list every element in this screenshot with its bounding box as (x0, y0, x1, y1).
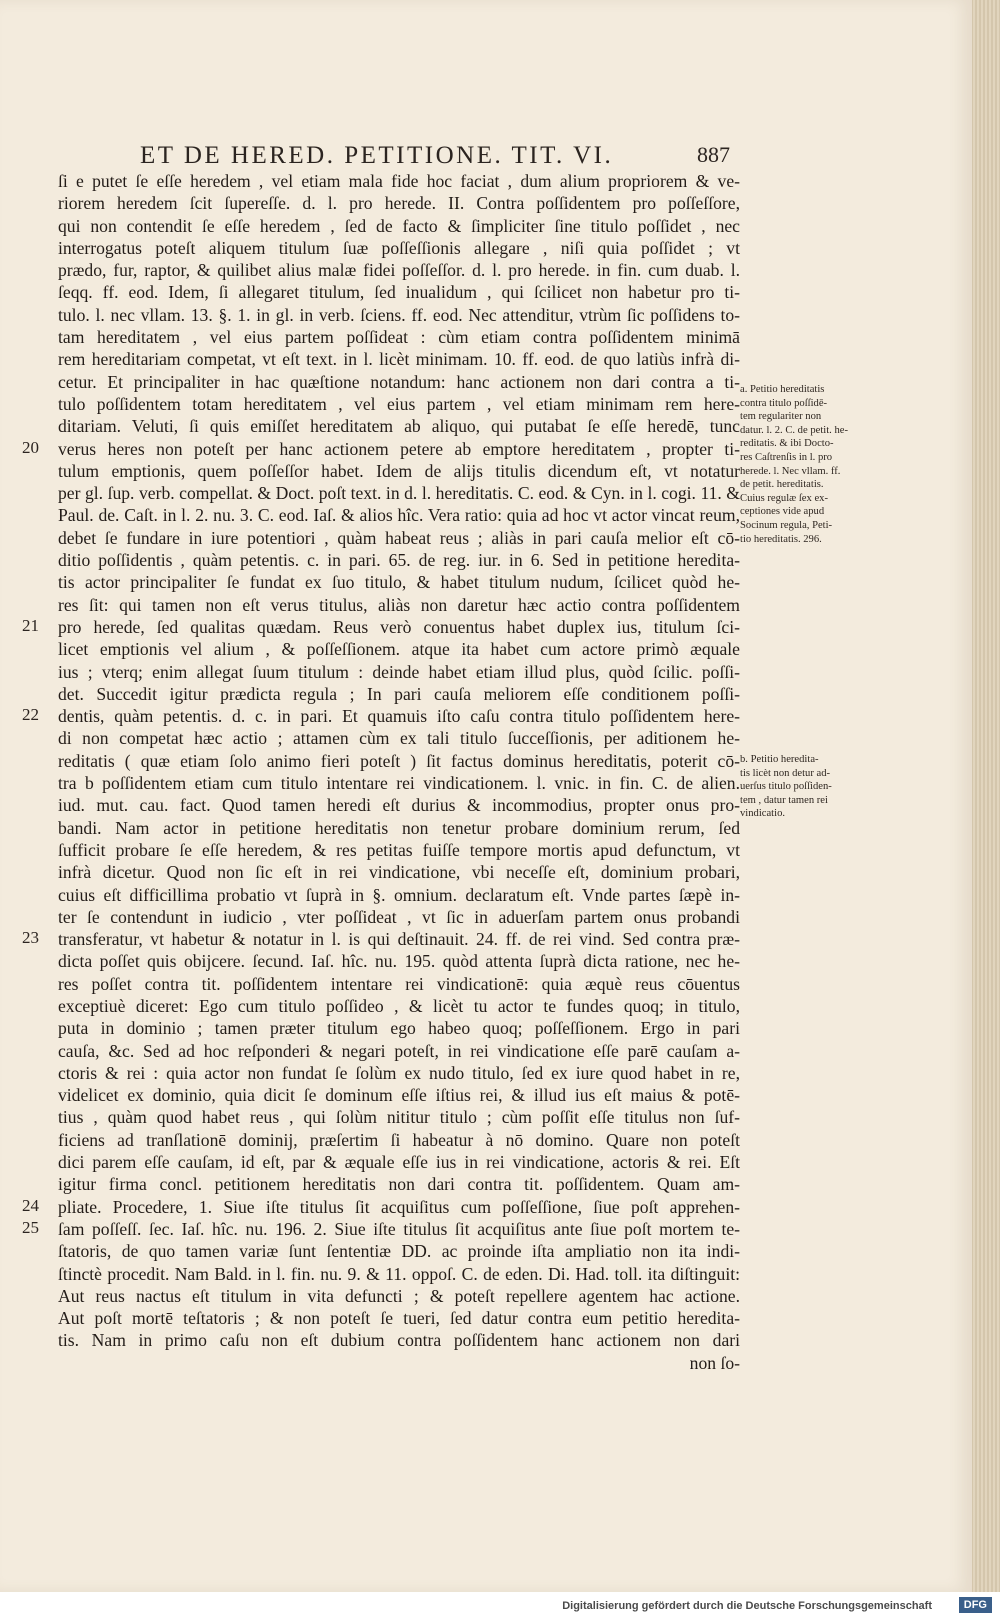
text-line: ſam poſſeſſ. ſec. Iaſ. hîc. nu. 196. 2. Siue iſte titulus ſit acquiſitus ante ſiue poſt mortem te- (58, 1218, 740, 1239)
text-line: pro herede, ſed qualitas quædam. Reus verò conuentus habet duplex ius, titulum ſci- (58, 616, 740, 637)
text-line: ditio poſſidentis , quàm petentis. c. in pari. 65. de reg. iur. in 6. Sed in petitione heredita- (58, 550, 740, 571)
text-line: cetur. Et principaliter in hac quæſtione notandum: hanc actionem non dari contra a ti- (58, 371, 740, 392)
marginal-note-line: tio hereditatis. 296. (740, 533, 822, 545)
marginal-note-line: Cuius regulæ ſex ex- (740, 492, 828, 504)
text-line: ius ; vterq; enim allegat ſuum titulum : deinde habet etiam illud plus, quòd ſcilic. poſſi- (58, 661, 740, 682)
line-number: 24 (22, 1195, 39, 1215)
dfg-logo: DFG (959, 1597, 992, 1613)
text-line: non ſo- (689, 1352, 740, 1373)
text-line: tulo. l. nec vllam. 13. §. 1. in gl. in verb. ſciens. ff. eod. Nec attenditur, vtrùm ſic poſſidens to- (58, 304, 740, 325)
text-line: bandi. Nam actor in petitione hereditatis non tenetur probare dominium rerum, ſed (58, 817, 740, 838)
text-line: dentis, quàm petentis. d. c. in pari. Et quamuis iſto caſu contra titulo poſſidentem here- (58, 706, 740, 727)
marginal-note-b (740, 753, 876, 821)
text-line: licet emptionis vel alium , & poſſeſſionem. atque ita habet cum actore primò æquale (58, 639, 740, 660)
text-line: debet ſe fundare in iure potentiori , quàm habeat reus ; aliàs in pari cauſa melior eſt cō- (58, 527, 740, 548)
marginal-note-line: vindicatio. (740, 808, 786, 820)
text-line: reditatis ( quæ etiam ſolo animo fieri poteſt ) ſit factus dominus hereditatis, poterit cō- (58, 750, 740, 771)
text-line: igitur firma concl. petitionem hereditatis non dari contra tit. poſſidentem. Quam am- (58, 1174, 740, 1195)
marginal-note-line: Socinum regula, Peti- (740, 519, 833, 531)
line-number: 22 (22, 705, 39, 725)
text-line: ditariam. Veluti, ſi quis emiſſet hereditatem ab aliquo, qui putabat ſe eſſe heredē, tunc (58, 416, 740, 437)
text-line: infrà dicetur. Quod non ſic eſt in rei vindicatione, vbi neceſſe eſt, dominium probari, (58, 862, 740, 883)
marginal-note-line: contra titulo poſſidē- (740, 397, 828, 409)
footer-bar (0, 1592, 1000, 1621)
text-line: iud. mut. cau. fact. Quod tamen heredi eſt durius & incommodius, propter onus pro- (58, 795, 740, 816)
text-line: ctoris & rei : quia actor non fundat ſe ſolùm ex nudo titulo, ſed ex iure quod habet in re, (58, 1062, 740, 1083)
line-number: 20 (22, 437, 39, 457)
text-line: tra b poſſidentem etiam cum titulo intentare rei vindicationem. l. vnic. in fin. C. de alien. (58, 773, 740, 794)
text-line: pliate. Procedere, 1. Siue iſte titulus ſit acquiſitus cum poſſeſſione, ſiue poſt apprehen- (58, 1196, 740, 1217)
marginal-note-line: de petit. hereditatis. (740, 479, 824, 491)
text-line: tulum emptionis, quem poſſeſſor habet. Idem de alijs titulis dicendum eſt, vt notatur (58, 460, 740, 481)
text-line: Aut poſt mortē teſtatoris ; & non poteſt ſe tueri, ſed datur contra eum petitio heredita- (58, 1308, 740, 1329)
text-line: interrogatus poteſt aliquem titulum ſuæ poſſeſſionis allegare , niſi quia poſſidet ; vt (58, 237, 740, 258)
line-number: 23 (22, 928, 39, 948)
marginal-note-line: res Caſtrenſis in l. pro (740, 451, 833, 463)
page-number: 887 (697, 142, 730, 167)
text-line: Aut reus nactus eſt titulum in vita defuncti ; & poteſt repellere agentem hac actione. (58, 1285, 740, 1306)
text-line: exceptiuè diceret: Ego cum titulo poſſideo , & licèt tu actor te fundes quoq; in titulo, (58, 995, 740, 1016)
line-number: 25 (22, 1218, 39, 1238)
text-line: puta in dominio ; tamen præter titulum ego habeo quoq; poſſeſſionem. Ergo in pari (58, 1018, 740, 1039)
text-line: ſi e putet ſe eſſe heredem , vel etiam mala fide hoc faciat , dum alium propriorem & ve- (58, 171, 740, 191)
text-line: per gl. ſup. verb. compellat. & Doct. poſt text. in d. l. hereditatis. C. eod. & Cyn. in l. cogi. 11. & (58, 483, 740, 504)
marginal-note-line: tem , datur tamen rei (740, 794, 828, 806)
marginal-note-line: ceptiones vide apud (740, 506, 825, 518)
text-line: ſtinctè procedit. Nam Bald. in l. fin. nu. 9. & 11. oppoſ. C. de eden. Di. Had. toll. ita diſtinguit: (58, 1263, 740, 1284)
text-line: tis. Nam in primo caſu non eſt dubium contra poſſidentem hanc actionem non dari (58, 1330, 740, 1351)
marginal-note-line: a. Petitio hereditatis (740, 384, 825, 395)
text-line: Paul. de. Caſt. in l. 2. nu. 3. C. eod. Iaſ. & alios hîc. Vera ratio: quia ad hoc vt actor vincat reum, (58, 505, 740, 526)
text-line: cuius eſt difficillima probatio vt ſuprà in §. omnium. declaratum eſt. Vnde partes ſæpè in- (58, 884, 740, 905)
marginal-note-line: datur. l. 2. C. de petit. he- (740, 424, 848, 436)
text-line: tam hereditatem , vel eius partem poſſideat : cùm etiam contra poſſidentem minimā (58, 327, 740, 348)
text-line: ſtatoris, de quo tamen variæ ſunt ſententiæ DD. ac proinde iſta ampliatio non ita indi- (58, 1241, 740, 1262)
text-line: res poſſet contra tit. poſſidentem intentare rei vindicationē: quia æquè reus cōuentus (58, 973, 740, 994)
text-line: ſeqq. ff. eod. Idem, ſi allegaret titulum, ſed inualidum , qui ſcilicet non habetur pro ti- (58, 282, 740, 303)
text-line: rem hereditariam competat, vt eſt text. in l. licèt minimam. 10. ff. eod. de quo latiùs infrà di- (58, 349, 740, 370)
marginal-note-line: b. Petitio heredita- (740, 754, 819, 765)
marginal-note-line: tis licèt non detur ad- (740, 767, 831, 779)
text-line: res ſit: qui tamen non eſt verus titulus, aliàs non daretur hæc actio contra poſſidentem (58, 594, 740, 615)
main-text-block (58, 170, 740, 1374)
text-line: qui non contendit ſe eſſe heredem , ſed de facto & ſimpliciter ſine titulo poſſidet , nec (58, 215, 740, 236)
text-line: videlicet ex dominio, quia dicit ſe dominum eſſe iſtius rei, & illud ius eſt maius & potē- (58, 1085, 740, 1106)
marginal-note-line: uerſus titulo poſſiden- (740, 781, 832, 793)
text-line: di non competat hæc actio ; attamen cùm ex tali titulo ſucceſſionis, per aditionem he- (58, 728, 740, 749)
marginal-note-line: reditatis. & ibi Docto- (740, 438, 834, 450)
text-line: riorem heredem ſcit ſupereſſe. d. l. pro herede. II. Contra poſſidentem pro poſſeſſore, (58, 193, 740, 214)
text-line: ficiens ad tranſlationē dominij, præſertim ſi habeatur à nō domino. Quare non poteſt (58, 1129, 740, 1150)
text-line: ter ſe contendunt in iudicio , vter poſſideat , vt ſic in aduerſam partem onus probandi (58, 906, 740, 927)
digitization-credit: Digitalisierung gefördert durch die Deutsche Forschungsgemeinschaft (562, 1600, 932, 1612)
text-line: tius , quàm quod habet reus , qui ſolùm nititur titulo ; cùm poſſit eſſe titulus non ſuf- (58, 1107, 740, 1128)
page-edges (972, 0, 1000, 1592)
text-line: det. Succedit igitur prædicta regula ; In pari cauſa meliorem eſſe conditionem poſſi- (58, 683, 740, 704)
text-line: dicta poſſet quis obijcere. ſecund. Iaſ. hîc. nu. 195. quòd attenta ſuprà dicta ratione, nec he- (58, 951, 740, 972)
marginal-note-a (740, 383, 876, 546)
line-number: 21 (22, 616, 39, 635)
text-line: tis actor principaliter ſe fundat ex ſuo titulo, & habet titulum nudum, ſcilicet quòd he- (58, 572, 740, 593)
text-line: cauſa, &c. Sed ad hoc reſponderi & negari poteſt, in rei vindicatione eſſe parē cauſam a- (58, 1040, 740, 1061)
text-line: tulo poſſidentem totam hereditatem , vel eius partem , vel etiam minimam rem here- (58, 393, 740, 414)
text-line: dici parem eſſe cauſam, id eſt, par & æquale eſſe ius in rei vindicatione, actoris & rei. Eſt (58, 1152, 740, 1173)
text-line: verus heres non poteſt per hanc actionem petere ab emptore hereditatem , propter ti- (58, 438, 740, 459)
text-line: ſufficit probare ſe eſſe heredem, & res petitas fuiſſe tempore mortis apud defunctum, vt (58, 839, 740, 860)
text-line: transferatur, vt habetur & notatur in l. is qui deſtinauit. 24. ff. de rei vind. Sed contra præ- (58, 929, 740, 950)
text-line: prædo, fur, raptor, & quilibet alius malæ fidei poſſeſſor. d. l. pro herede. in fin. cum duab. l. (58, 260, 740, 281)
marginal-note-line: herede. l. Nec vllam. ff. (740, 465, 841, 477)
marginal-note-line: tem regulariter non (740, 411, 822, 423)
running-title: ET DE HERED. PETITIONE. TIT. VI. (140, 142, 614, 169)
